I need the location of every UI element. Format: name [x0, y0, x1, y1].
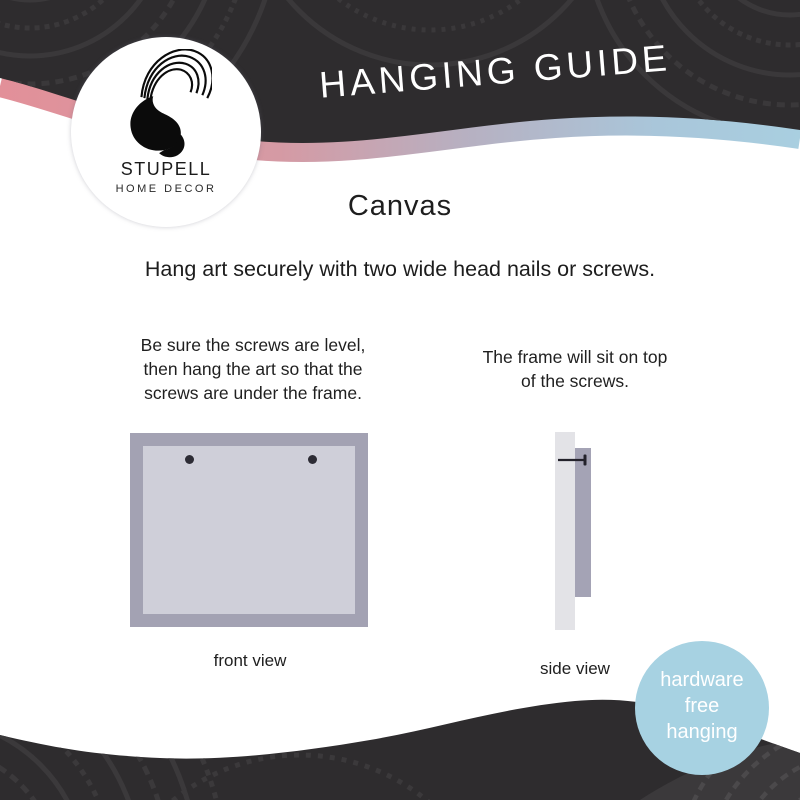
badge-line: free [684, 695, 720, 717]
nail-icon [556, 452, 590, 468]
instruction-line: of the screws. [521, 371, 629, 391]
page-title: HANGING GUIDE [317, 37, 673, 106]
stupell-swirl-icon [120, 49, 212, 159]
canvas-face [143, 446, 355, 614]
badge-line: hanging [666, 721, 738, 743]
hardware-free-badge [635, 641, 769, 775]
brand-logo [71, 37, 261, 227]
badge-line: hardware [660, 669, 744, 691]
intro-text: Hang art securely with two wide head nails or screws. [144, 257, 656, 281]
section-title: Canvas [347, 190, 453, 222]
front-view-instructions [103, 333, 403, 405]
screw-dot [185, 455, 194, 464]
screw-dot [308, 455, 317, 464]
canvas-front-view-diagram [130, 433, 368, 627]
instruction-line: Be sure the screws are level, [140, 335, 366, 355]
frame-side-profile [575, 448, 591, 597]
instruction-line: then hang the art so that the [143, 359, 363, 379]
front-view-label: front view [213, 651, 287, 670]
brand-name: STUPELL [120, 159, 212, 179]
instruction-line: The frame will sit on top [482, 347, 668, 367]
instruction-line: screws are under the frame. [144, 383, 362, 403]
canvas-side-view-diagram [548, 430, 608, 632]
side-view-label: side view [540, 659, 610, 678]
brand-subtitle: HOME DECOR [115, 183, 217, 195]
side-view-instructions [455, 345, 695, 393]
